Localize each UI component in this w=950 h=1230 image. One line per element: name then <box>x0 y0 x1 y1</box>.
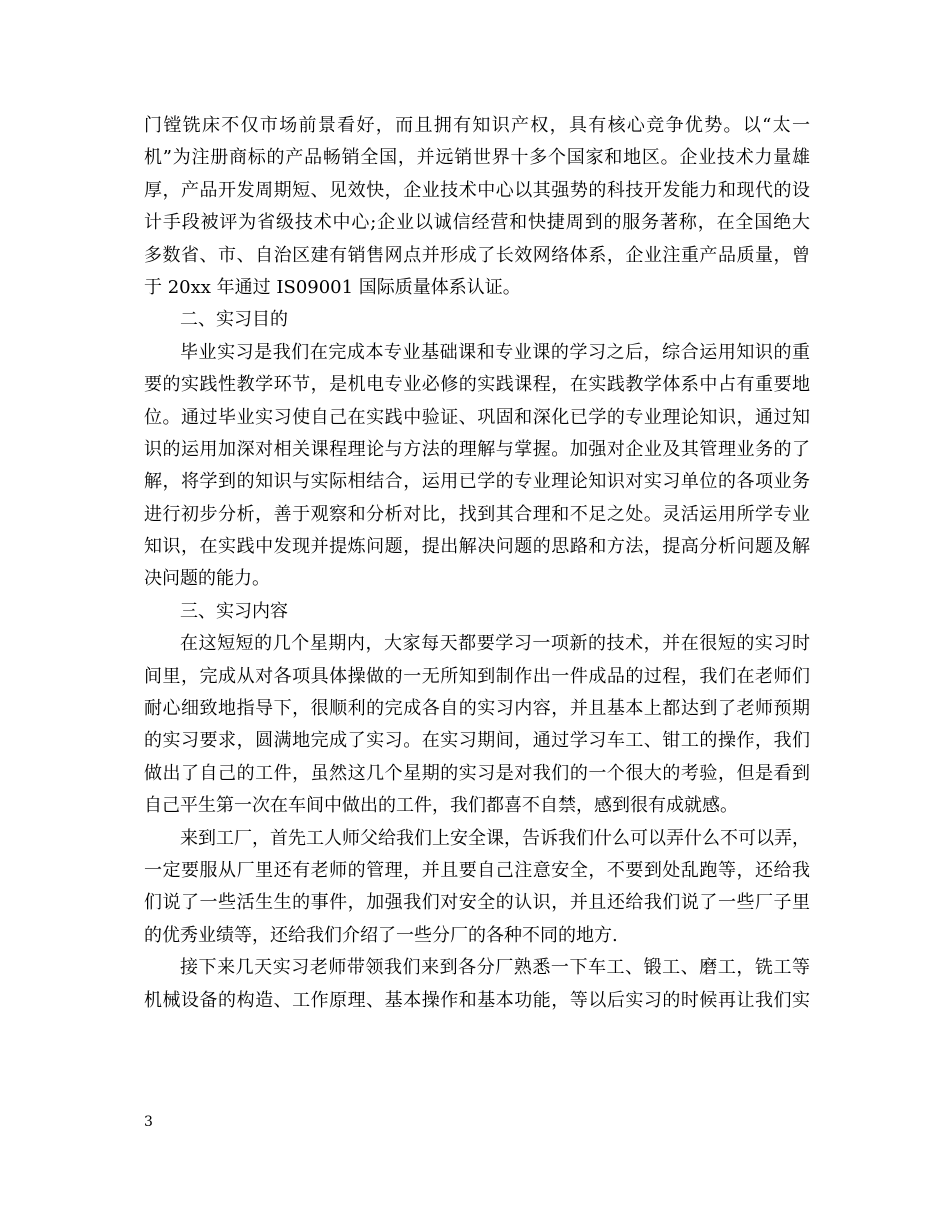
text-line: 耐心细致地指导下，很顺利的完成各自的实习内容，并且基本上都达到了老师预期 <box>144 698 810 720</box>
text-line: 识的运用加深对相关课程理论与方法的理解与掌握。加强对企业及其管理业务的了 <box>144 438 810 460</box>
document-body <box>144 110 810 1017</box>
text-line: 多数省、市、自治区建有销售网点并形成了长效网络体系，企业注重产品质量，曾 <box>144 244 810 266</box>
text-line: 机械设备的构造、工作原理、基本操作和基本功能，等以后实习的时候再让我们实 <box>144 989 810 1011</box>
page-number: 3 <box>144 1114 153 1130</box>
text-line: 接下来几天实习老师带领我们来到各分厂熟悉一下车工、锻工、磨工，铣工等 <box>180 957 810 979</box>
text-line: 机”为注册商标的产品畅销全国，并远销世界十多个国家和地区。企业技术力量雄 <box>144 147 810 169</box>
text-line: 进行初步分析，善于观察和分析对比，找到其合理和不足之处。灵活运用所学专业 <box>144 503 810 525</box>
text-line: 在这短短的几个星期内，大家每天都要学习一项新的技术，并在很短的实习时 <box>180 633 810 655</box>
text-line: 们说了一些活生生的事件，加强我们对安全的认识，并且还给我们说了一些厂子里 <box>144 892 810 914</box>
text-line: 二、实习目的 <box>180 309 288 331</box>
text-line: 门镗铣床不仅市场前景看好，而且拥有知识产权，具有核心竞争优势。以“太一 <box>144 115 810 136</box>
text-line: 决问题的能力。 <box>144 568 270 590</box>
text-line: 间里，完成从对各项具体操做的一无所知到制作出一件成品的过程，我们在老师们 <box>144 665 810 687</box>
text-line: 于 20xx 年通过 IS09001 国际质量体系认证。 <box>144 276 521 298</box>
text-line: 来到工厂，首先工人师父给我们上安全课，告诉我们什么可以弄什么不可以弄， <box>180 827 810 849</box>
text-line: 三、实习内容 <box>180 600 288 622</box>
text-line: 要的实践性教学环节，是机电专业必修的实践课程，在实践教学体系中占有重要地 <box>144 374 810 396</box>
text-line: 计手段被评为省级技术中心;企业以诚信经营和快捷周到的服务著称，在全国绝大 <box>144 212 810 234</box>
text-line: 的实习要求，圆满地完成了实习。在实习期间，通过学习车工、钳工的操作，我们 <box>144 730 810 752</box>
text-line: 一定要服从厂里还有老师的管理，并且要自己注意安全，不要到处乱跑等，还给我 <box>144 859 810 881</box>
text-line: 解，将学到的知识与实际相结合，运用已学的专业理论知识对实习单位的各项业务 <box>144 471 810 493</box>
text-line: 知识，在实践中发现并提炼问题，提出解决问题的思路和方法，提高分析问题及解 <box>144 536 810 558</box>
text-line: 毕业实习是我们在完成本专业基础课和专业课的学习之后，综合运用知识的重 <box>180 341 810 363</box>
text-line: 自己平生第一次在车间中做出的工件，我们都喜不自禁，感到很有成就感。 <box>144 795 738 817</box>
text-line: 厚，产品开发周期短、见效快，企业技术中心以其强势的科技开发能力和现代的设 <box>144 179 810 201</box>
text-line: 的优秀业绩等，还给我们介绍了一些分厂的各种不同的地方. <box>144 924 618 946</box>
text-line: 位。通过毕业实习使自己在实践中验证、巩固和深化已学的专业理论知识，通过知 <box>144 406 810 428</box>
text-line: 做出了自己的工件，虽然这几个星期的实习是对我们的一个很大的考验，但是看到 <box>144 762 810 784</box>
